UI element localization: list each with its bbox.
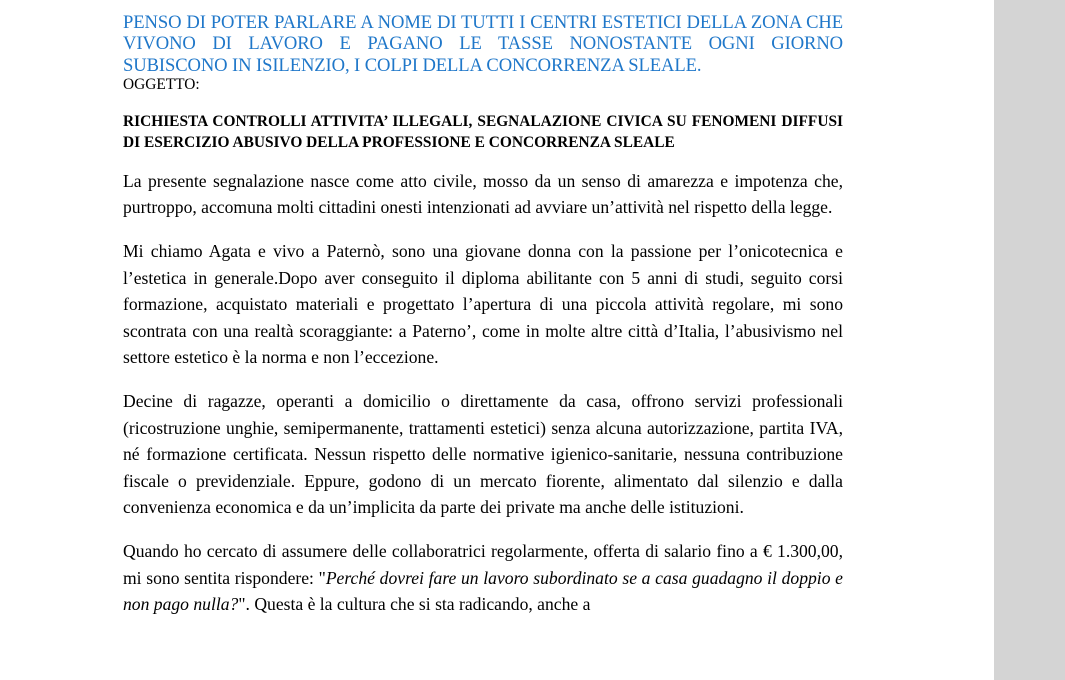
document-heading: PENSO DI POTER PARLARE A NOME DI TUTTI I CENTRI ESTETICI DELLA ZONA CHE VIVONO DI LAVORO E PAGANO LE TASSE NONOSTANTE OGNI GIORNO SUBISCONO IN ISILENZIO, I COLPI DELLA CONCORRENZA SLEALE. <box>123 12 843 76</box>
paragraph-hiring-text-after: ". Questa è la cultura che si sta radicando, anche a <box>238 594 591 615</box>
paragraph-hiring <box>123 538 843 618</box>
oggetto-label: OGGETTO: <box>123 75 200 93</box>
paragraph-hiring-text-before: Quando ho cercato di assumere delle collaboratrici regolarmente, offerta di salario fino a € 1.300,00, mi sono sentita rispondere: " <box>123 541 843 588</box>
paragraph-hiring-quote: Perché dovrei fare un lavoro subordinato se a casa guadagno il doppio e non pago nulla? <box>123 567 843 615</box>
paragraph-abuse: Decine di ragazze, operanti a domicilio o direttamente da casa, offrono servizi professionali (ricostruzione unghie, semipermanente, trattamenti estetici) senza alcuna autorizzazione, partita IVA, né formazione certificata. Nessun rispetto delle normative igienico-sanitarie, nessuna contribuzione fiscale o previdenziale. Eppure, godono di un mercato fiorente, alimentato dal silenzio e dalla convenienza economica e da un’implicita da parte dei private ma anche delle istituzioni. <box>123 391 843 518</box>
document-body <box>123 12 843 618</box>
paragraph-personal: Mi chiamo Agata e vivo a Paternò, sono una giovane donna con la passione per l’onicotecnica e l’estetica in generale.Dopo aver conseguito il diploma abilitante con 5 anni di studi, seguito corsi formazione, acquistato materiali e progettato l’apertura di una piccola attività regolare, mi sono scontrata con una realtà scoraggiante: a Paterno’, come in molte altre città d’Italia, l’abusivismo nel settore estetico è la norma e non l’eccezione. <box>123 241 843 368</box>
subject-line: RICHIESTA CONTROLLI ATTIVITA’ ILLEGALI, SEGNALAZIONE CIVICA SU FENOMENI DIFFUSI DI ESERCIZIO ABUSIVO DELLA PROFESSIONE E CONCORRENZA SLEALE <box>123 112 843 152</box>
paragraph-intro: La presente segnalazione nasce come atto civile, mosso da un senso di amarezza e impotenza che, purtroppo, accomuna molti cittadini onesti intenzionati ad avviare un’attività nel rispetto della legge. <box>123 170 843 218</box>
window-gutter <box>994 0 1065 680</box>
